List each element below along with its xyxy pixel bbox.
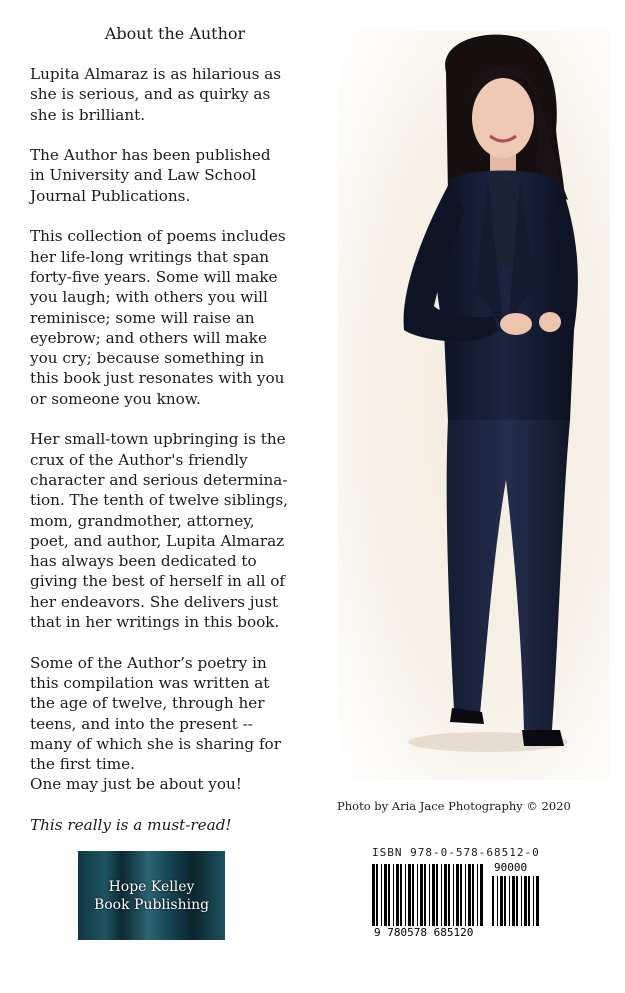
bio-paragraph-1: Lupita Almaraz is as hilarious as she is serious, and as quirky as she is brilliant. <box>30 65 282 124</box>
ean-digits: 9 780578 685120 <box>374 926 474 939</box>
author-photo <box>338 30 610 780</box>
photo-credit: Photo by Aria Jace Photography © 2020 <box>337 799 571 813</box>
bio-paragraph-2: The Author has been published in University and Law School Journal Publications. <box>30 146 271 205</box>
publisher-logo-line-1: Hope Kelley <box>108 878 195 895</box>
publisher-logo-line-2: Book Publishing <box>93 896 210 913</box>
bio-paragraph-5: Some of the Author’s poetry in this compilation was written at the age of twelve, through her teens, and into the present -- many of which she is sharing for the first time. One may just be about you! <box>30 653 281 794</box>
addon-digits: 90000 <box>494 861 528 874</box>
isbn-barcode <box>368 860 548 940</box>
author-bio <box>30 64 325 835</box>
publisher-logo <box>78 851 225 940</box>
tagline: This really is a must-read! <box>30 815 232 834</box>
author-figure-illustration <box>338 30 610 780</box>
about-author-heading: About the Author <box>104 24 246 43</box>
bio-paragraph-4: Her small-town upbringing is the crux of the Author's friendly character and serious determina- tion. The tenth of twelve siblings, mom, grandmother, attorney, poet, and author, Lupita Almaraz has always been dedicated to giving the best of herself in all of her endeavors. She delivers just that in her writings in this book. <box>30 430 289 632</box>
isbn-label: ISBN 978-0-578-68512-0 <box>372 846 540 859</box>
bio-paragraph-3: This collection of poems includes her life-long writings that span forty-five years. Some will make you laugh; with others you will reminisce; some will raise an eyebrow; and others will make you cry; because something in this book just resonates with you or someone you know. <box>30 227 286 408</box>
